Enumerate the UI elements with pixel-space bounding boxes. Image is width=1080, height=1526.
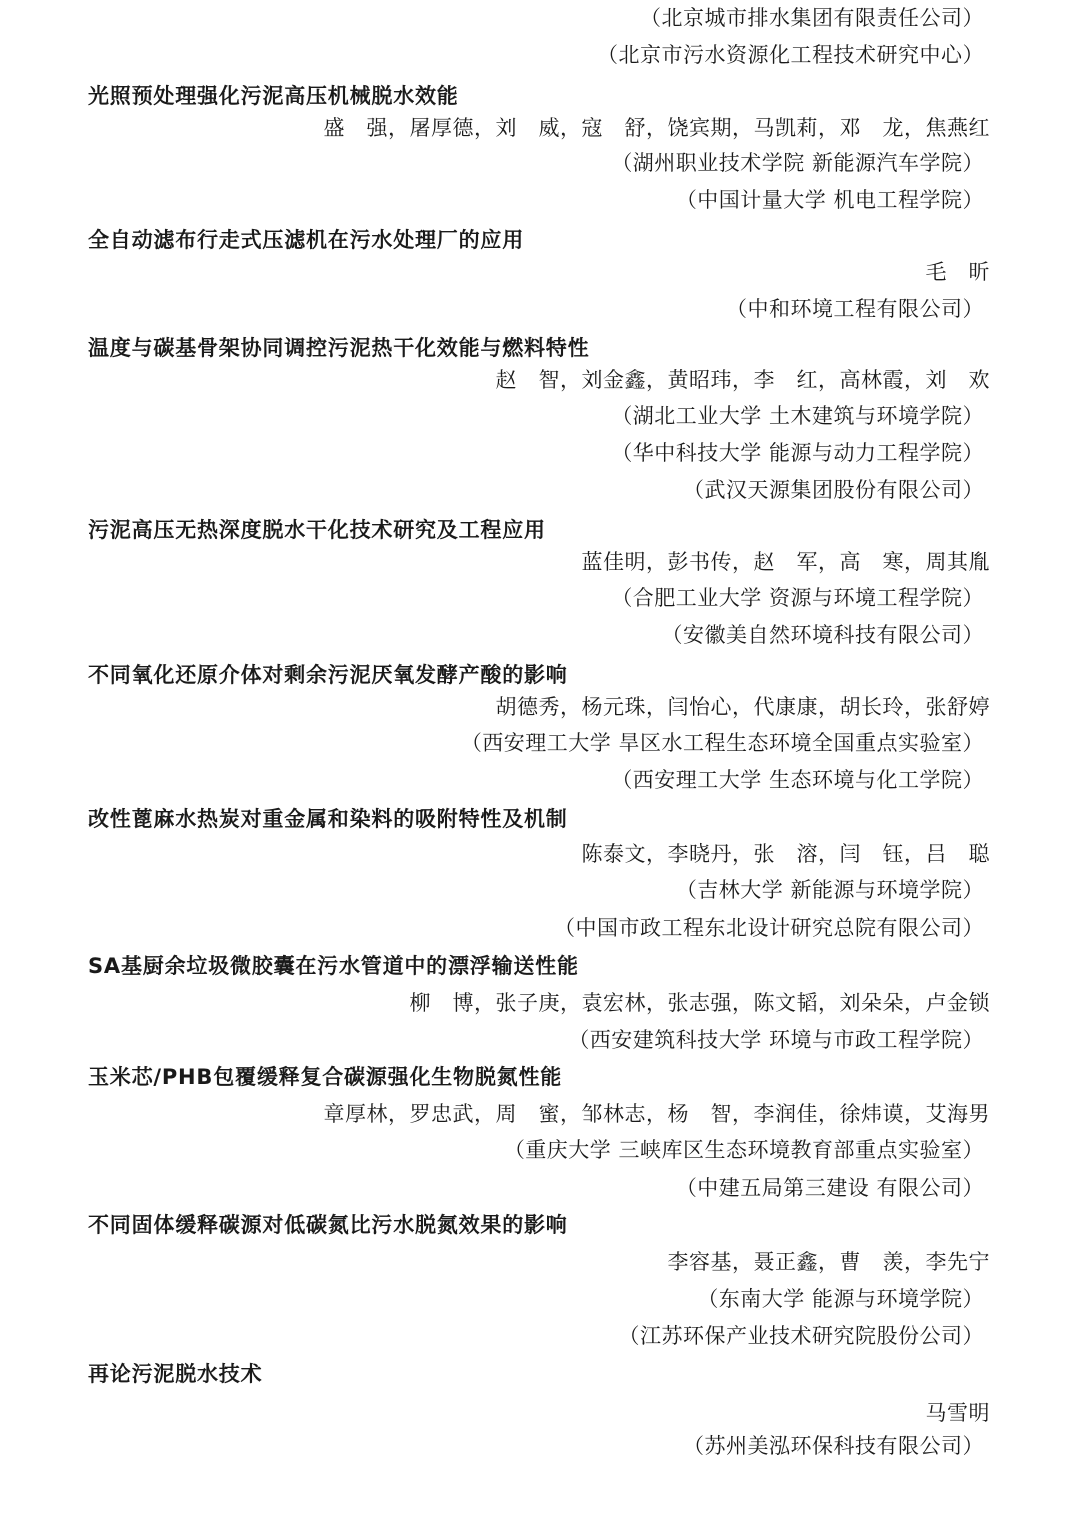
author-list: 马雪明: [925, 1401, 990, 1425]
paper-title: 改性蓖麻水热炭对重金属和染料的吸附特性及机制: [88, 807, 568, 831]
affiliation: （西安建筑科技大学 环境与市政工程学院）: [568, 1028, 984, 1052]
paper-title: 玉米芯/PHB包覆缓释复合碳源强化生物脱氮性能: [88, 1065, 563, 1089]
author-list: 毛 昕: [925, 260, 990, 284]
affiliation: （湖州职业技术学院 新能源汽车学院）: [611, 151, 984, 175]
affiliation: （吉林大学 新能源与环境学院）: [675, 878, 984, 902]
affiliation: （中国计量大学 机电工程学院）: [675, 188, 984, 212]
author-list: 陈泰文，李晓丹，张 溶，闫 钰，吕 聪: [581, 842, 990, 866]
paper-title: SA基厨余垃圾微胶囊在污水管道中的漂浮输送性能: [88, 954, 579, 978]
affiliation: （苏州美泓环保科技有限公司）: [683, 1434, 984, 1458]
affiliation: （西安理工大学 旱区水工程生态环境全国重点实验室）: [460, 731, 984, 755]
affiliation: （西安理工大学 生态环境与化工学院）: [611, 768, 984, 792]
affiliation: （东南大学 能源与环境学院）: [697, 1287, 984, 1311]
paper-title: 温度与碳基骨架协同调控污泥热干化效能与燃料特性: [88, 336, 590, 360]
affiliation: （武汉天源集团股份有限公司）: [683, 478, 984, 502]
paper-title: 全自动滤布行走式压滤机在污水处理厂的应用: [88, 228, 524, 252]
author-list: 盛 强，屠厚德，刘 威，寇 舒，饶宾期，马凯莉，邓 龙，焦燕红: [323, 116, 990, 140]
author-list: 蓝佳明，彭书传，赵 军，高 寒，周其胤: [581, 550, 990, 574]
paper-title: 光照预处理强化污泥高压机械脱水效能: [88, 84, 459, 108]
paper-title: 不同氧化还原介体对剩余污泥厌氧发酵产酸的影响: [88, 663, 568, 687]
affiliation: （湖北工业大学 土木建筑与环境学院）: [611, 404, 984, 428]
affiliation: （北京城市排水集团有限责任公司）: [640, 6, 984, 30]
author-list: 胡德秀，杨元珠，闫怡心，代康康，胡长玲，张舒婷: [495, 695, 990, 719]
affiliation: （江苏环保产业技术研究院股份公司）: [618, 1324, 984, 1348]
paper-title: 污泥高压无热深度脱水干化技术研究及工程应用: [88, 518, 546, 542]
author-list: 赵 智，刘金鑫，黄昭玮，李 红，高林霞，刘 欢: [495, 368, 990, 392]
author-list: 柳 博，张子庚，袁宏林，张志强，陈文韬，刘朵朵，卢金锁: [409, 991, 990, 1015]
paper-title: 不同固体缓释碳源对低碳氮比污水脱氮效果的影响: [88, 1213, 568, 1237]
affiliation: （中和环境工程有限公司）: [726, 297, 984, 321]
affiliation: （北京市污水资源化工程技术研究中心）: [597, 43, 984, 67]
affiliation: （安徽美自然环境科技有限公司）: [661, 623, 984, 647]
paper-title: 再论污泥脱水技术: [88, 1362, 263, 1386]
author-list: 李容基，聂正鑫，曹 羡，李先宁: [667, 1250, 990, 1274]
affiliation: （合肥工业大学 资源与环境工程学院）: [611, 586, 984, 610]
affiliation: （中国市政工程东北设计研究总院有限公司）: [554, 916, 984, 940]
affiliation: （重庆大学 三峡库区生态环境教育部重点实验室）: [503, 1138, 984, 1162]
affiliation: （中建五局第三建设 有限公司）: [675, 1176, 984, 1200]
affiliation: （华中科技大学 能源与动力工程学院）: [611, 441, 984, 465]
author-list: 章厚林，罗忠武，周 蜜，邹林志，杨 智，李润佳，徐炜谟，艾海男: [323, 1102, 990, 1126]
